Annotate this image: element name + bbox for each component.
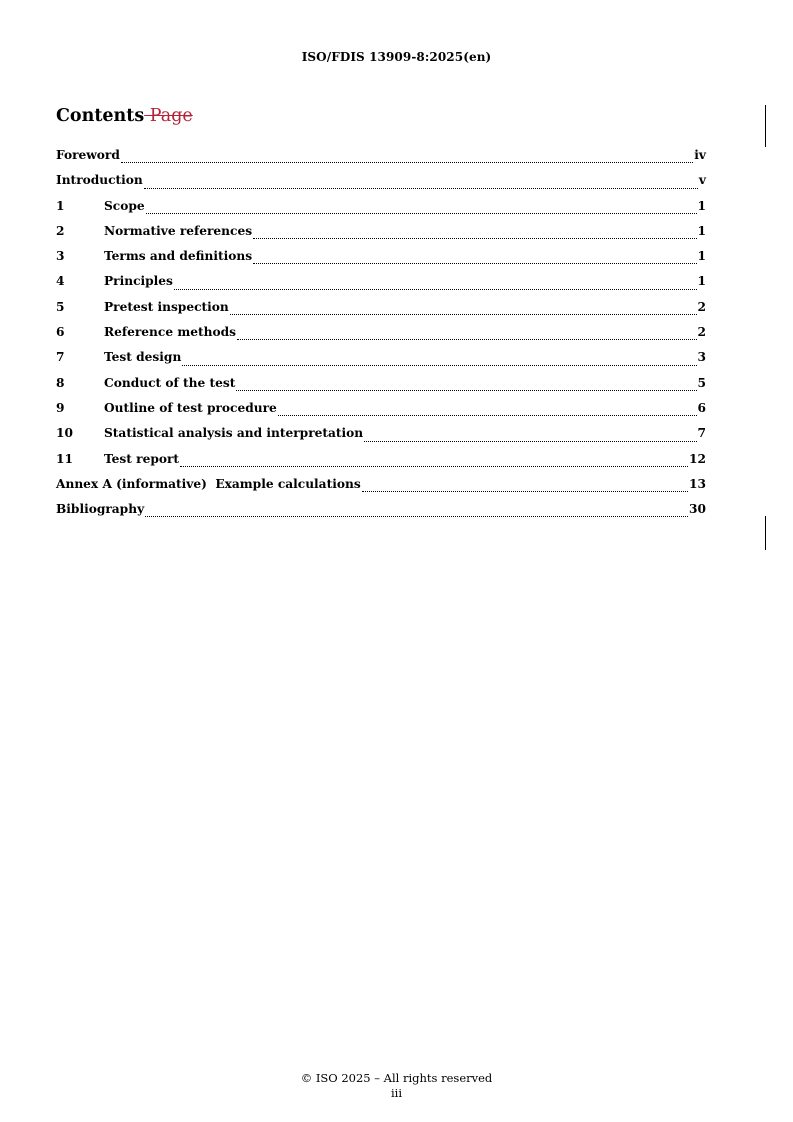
- toc-entry-title: Normative references: [104, 223, 253, 238]
- change-bar-bottom: [765, 516, 766, 550]
- dot-leader: [146, 212, 697, 214]
- toc-entry-number: 8: [56, 375, 65, 390]
- toc-entry-page: iv: [694, 148, 706, 162]
- toc-entry-page: 1: [697, 274, 706, 289]
- dot-leader: [237, 338, 697, 340]
- dot-leader: [253, 262, 696, 264]
- contents-title: Contents: [56, 106, 145, 126]
- toc-entry-introduction[interactable]: [56, 171, 706, 196]
- toc-entry-title: Principles: [104, 274, 173, 289]
- toc-entry-number: 3: [56, 249, 65, 264]
- toc-entry-number: 11: [56, 451, 73, 466]
- table-of-contents: [56, 146, 706, 525]
- toc-entry-title: Statistical analysis and interpretation: [104, 426, 364, 441]
- toc-entry-title: Conduct of the test: [104, 375, 236, 390]
- dot-leader: [180, 465, 688, 467]
- toc-entry-number: 10: [56, 426, 73, 441]
- toc-entry-number: 4: [56, 274, 65, 289]
- page-footer: [0, 1071, 793, 1101]
- toc-entry-number: 9: [56, 400, 65, 415]
- dot-leader: [362, 490, 688, 492]
- dot-leader: [144, 187, 698, 189]
- copyright-notice: © ISO 2025 – All rights reserved: [300, 1071, 493, 1085]
- toc-entry-page: 12: [689, 451, 706, 466]
- toc-entry-number: 2: [56, 223, 65, 238]
- toc-entry-annex-a[interactable]: [56, 475, 706, 500]
- toc-entry-page: 3: [697, 350, 706, 365]
- contents-heading: [56, 104, 193, 128]
- toc-entry-page: v: [698, 173, 706, 188]
- toc-entry-number: 5: [56, 299, 65, 314]
- document-header: ISO/FDIS 13909-8:2025(en): [301, 50, 492, 64]
- toc-entry-page: 5: [697, 375, 706, 390]
- toc-entry-page: 13: [689, 476, 706, 491]
- change-bar-top: [765, 105, 766, 147]
- toc-entry-statistical-analysis[interactable]: [56, 424, 706, 449]
- dot-leader: [236, 389, 696, 391]
- toc-entry-page: 1: [697, 198, 706, 213]
- dot-leader: [230, 313, 697, 315]
- toc-entry-title: Bibliography: [56, 502, 145, 517]
- toc-entry-title: Outline of test procedure: [104, 400, 277, 415]
- toc-entry-title: Pretest inspection: [104, 299, 229, 314]
- toc-entry-title: Reference methods: [104, 325, 236, 340]
- toc-entry-title: Terms and definitions: [104, 249, 253, 264]
- dot-leader: [182, 364, 696, 366]
- toc-entry-test-design[interactable]: [56, 348, 706, 373]
- toc-entry-outline-of-test-procedure[interactable]: [56, 399, 706, 424]
- toc-entry-reference-methods[interactable]: [56, 323, 706, 348]
- toc-entry-page: 1: [697, 249, 706, 264]
- toc-entry-page: 2: [697, 325, 706, 340]
- toc-entry-normative-references[interactable]: [56, 222, 706, 247]
- toc-entry-title: Foreword: [56, 148, 120, 162]
- dot-leader: [253, 237, 696, 239]
- toc-entry-foreword[interactable]: [56, 146, 706, 171]
- dot-leader: [145, 515, 688, 517]
- toc-entry-page: 30: [689, 502, 706, 517]
- toc-entry-bibliography[interactable]: [56, 500, 706, 525]
- toc-entry-number: 1: [56, 198, 65, 213]
- toc-entry-page: 2: [697, 299, 706, 314]
- toc-entry-title: Test report: [104, 451, 180, 466]
- deleted-page-label: Page: [144, 106, 193, 126]
- toc-entry-title: Introduction: [56, 173, 143, 188]
- toc-entry-terms-and-definitions[interactable]: [56, 247, 706, 272]
- dot-leader: [121, 161, 693, 163]
- toc-entry-test-report[interactable]: [56, 450, 706, 475]
- toc-entry-page: 7: [697, 426, 706, 441]
- toc-entry-page: 6: [697, 400, 706, 415]
- toc-entry-principles[interactable]: [56, 272, 706, 297]
- dot-leader: [278, 414, 697, 416]
- toc-entry-title: Annex A (informative) Example calculations: [56, 476, 361, 491]
- toc-entry-number: 7: [56, 350, 65, 365]
- page-number: iii: [390, 1086, 403, 1100]
- dot-leader: [174, 288, 697, 290]
- toc-entry-number: 6: [56, 325, 65, 340]
- toc-entry-conduct-of-the-test[interactable]: [56, 374, 706, 399]
- dot-leader: [364, 440, 696, 442]
- toc-entry-title: Scope: [104, 198, 145, 213]
- toc-entry-scope[interactable]: [56, 197, 706, 222]
- toc-entry-page: 1: [697, 223, 706, 238]
- toc-entry-title: Test design: [104, 350, 182, 365]
- toc-entry-pretest-inspection[interactable]: [56, 298, 706, 323]
